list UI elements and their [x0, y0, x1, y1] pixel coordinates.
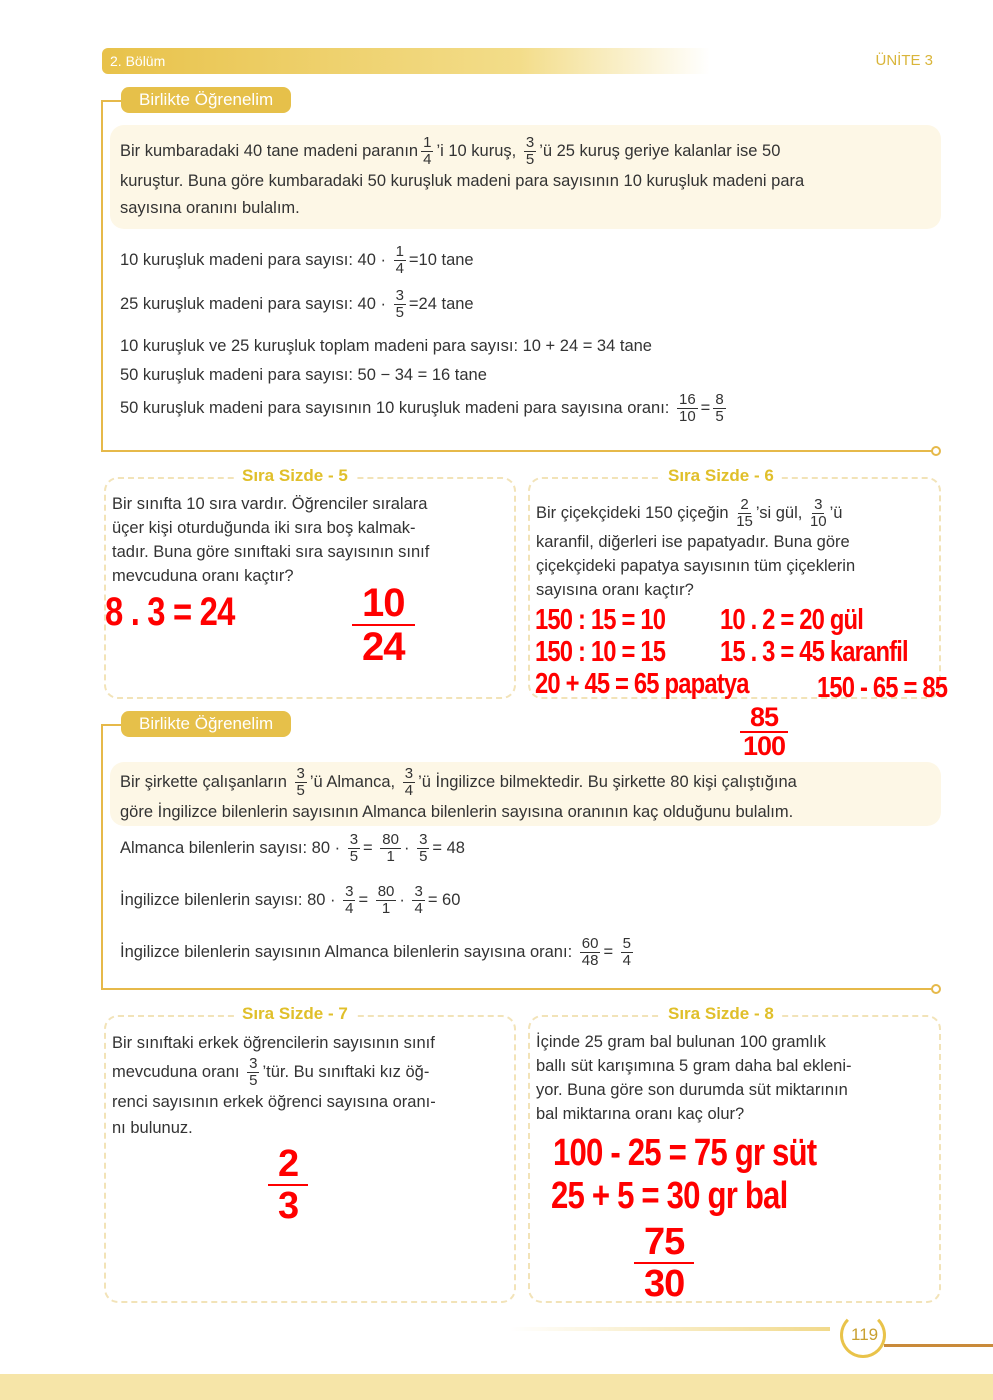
chapter-header: [102, 48, 862, 74]
unit-label: ÜNİTE 3: [875, 52, 933, 69]
page-number: 119: [851, 1325, 879, 1344]
solution-line: İngilizce bilenlerin sayısının Almanca bilenlerin sayısına oranı: $\frac{60}{48}$ = $\frac{5}{4}$: [120, 935, 632, 969]
question-box: Bir şirkette çalışanların $\frac{3}{5}$ ’ü Almanca, $\frac{3}{4}$ ’ü İngilizce bilmektedir. Bu şirkette 80 kişi çalıştığına göre İngilizce bilenlerin sayısının Almanca bilenlerin sayısına oranının kaç olduğunu bulalım.: [110, 762, 941, 826]
line-end-dot: [931, 984, 941, 994]
exercise-text: Bir sınıftaki erkek öğrencilerin sayısının sınıf mevcuduna oranı $\frac{3}{5}$ ’tür. Bu sınıftaki kız öğ- renci sayısının erkek öğrenci sayısına oranı- nı bulunuz.: [112, 1034, 436, 1138]
solution-line: 50 kuruşluk madeni para sayısının 10 kuruşluk madeni para sayısına oranı: $\frac{16}{10}$ = $\frac{8}{5}$: [120, 391, 724, 425]
section-line: [101, 724, 123, 726]
handwritten-answer: 150 : 10 = 15: [535, 636, 666, 668]
footer-line: [510, 1327, 830, 1331]
answer-fraction: 10 24: [352, 582, 415, 668]
exercise-title: Sıra Sizde - 7: [236, 1004, 354, 1024]
answer-fraction: 75 30: [634, 1222, 694, 1304]
solution-line: İngilizce bilenlerin sayısı: 80 · $\frac{3}{4}$ = $\frac{80}{1}$ · $\frac{3}{4}$ = 60: [120, 883, 461, 917]
handwritten-answer: 25 + 5 = 30 gr bal: [551, 1175, 788, 1217]
footer-line: [884, 1344, 993, 1347]
chapter-label: 2. Bölüm: [110, 53, 166, 69]
handwritten-answer: 150 - 65 = 85: [817, 672, 948, 704]
exercise-title: Sıra Sizde - 6: [662, 466, 780, 486]
answer-fraction: 85 100: [740, 704, 788, 760]
section-line: [101, 724, 103, 990]
handwritten-answer: 20 + 45 = 65 papatya: [535, 668, 749, 700]
solution-line: 50 kuruşluk madeni para sayısı: 50 − 34 = 16 tane: [120, 366, 487, 384]
section-label: Birlikte Öğrenelim: [121, 87, 291, 113]
section-line: [101, 450, 933, 452]
solution-line: 10 kuruşluk ve 25 kuruşluk toplam madeni para sayısı: 10 + 24 = 34 tane: [120, 337, 652, 355]
exercise-text: Bir sınıfta 10 sıra vardır. Öğrenciler sıralara üçer kişi oturduğunda iki sıra boş kalmak- tadır. Buna göre sınıftaki sıra sayısının sınıf mevcuduna oranı kaçtır?: [112, 495, 430, 585]
exercise-text: Bir çiçekçideki 150 çiçeğin $\frac{2}{15}$ ’si gül, $\frac{3}{10}$ ’ü karanfil, diğerleri ise papatyadır. Buna göre çiçekçideki papatya sayısının tüm çiçeklerin sayısına oranı kaçtır?: [536, 496, 856, 600]
solution-line: 10 kuruşluk madeni para sayısı: 40 · $\frac{1}{4}$ =10 tane: [120, 243, 474, 277]
section-line: [101, 988, 933, 990]
line-end-dot: [931, 446, 941, 456]
exercise-text: İçinde 25 gram bal bulunan 100 gramlık ballı süt karışımına 5 gram daha bal ekleni- yor. Buna göre son durumda süt miktarının bal miktarına oranı kaç olur?: [536, 1033, 852, 1123]
footer-band: [0, 1374, 993, 1400]
section-label: Birlikte Öğrenelim: [121, 711, 291, 737]
handwritten-answer: 100 - 25 = 75 gr süt: [553, 1132, 817, 1174]
exercise-title: Sıra Sizde - 5: [236, 466, 354, 486]
handwritten-answer: 15 . 3 = 45 karanfil: [720, 636, 908, 668]
section-line: [101, 100, 103, 452]
question-box: Bir kumbaradaki 40 tane madeni paranın $\frac{1}{4}$ ’i 10 kuruş, $\frac{3}{5}$ ’ü 25 kuruş geriye kalanlar ise 50 kuruştur. Buna göre kumbaradaki 50 kuruşluk madeni para sayısının 10 kuruşluk madeni para sayısına oranını bulalım.: [110, 125, 941, 229]
solution-line: Almanca bilenlerin sayısı: 80 · $\frac{3}{5}$ = $\frac{80}{1}$ · $\frac{3}{5}$ = 48: [120, 831, 465, 865]
section-line: [101, 100, 123, 102]
handwritten-answer: 8 . 3 = 24: [105, 590, 235, 634]
handwritten-answer: 10 . 2 = 20 gül: [720, 604, 864, 636]
answer-fraction: 2 3: [268, 1144, 308, 1226]
solution-line: 25 kuruşluk madeni para sayısı: 40 · $\frac{3}{5}$ =24 tane: [120, 287, 474, 321]
handwritten-answer: 150 : 15 = 10: [535, 604, 666, 636]
exercise-title: Sıra Sizde - 8: [662, 1004, 780, 1024]
